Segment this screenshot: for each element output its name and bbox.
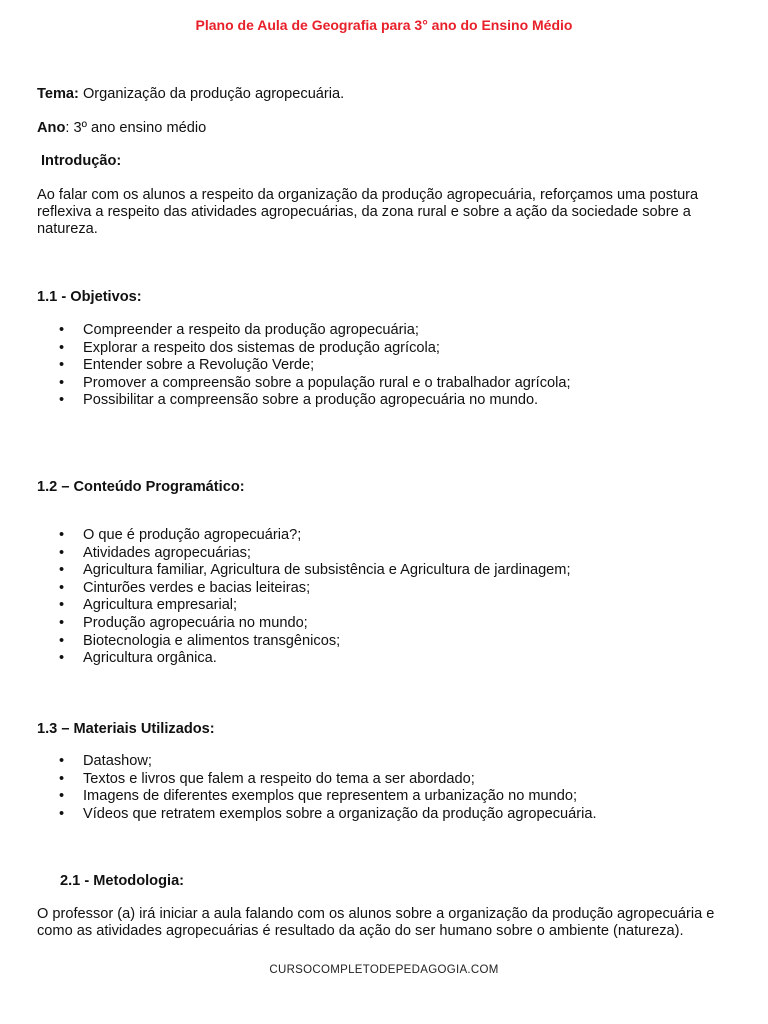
bullet-icon: •	[59, 322, 65, 338]
tema-value: Organização da produção agropecuária.	[78, 86, 345, 102]
list-item	[37, 375, 571, 393]
list-item-text: Agricultura orgânica.	[83, 650, 217, 667]
list-item	[37, 597, 571, 615]
ano-value: : 3º ano ensino médio	[65, 120, 207, 136]
list-item-text: Entender sobre a Revolução Verde;	[83, 357, 315, 374]
list-item	[37, 753, 597, 771]
introducao-heading: Introdução:	[41, 153, 122, 169]
bullet-icon: •	[59, 374, 65, 391]
list-item-text: Datashow;	[83, 753, 152, 769]
conteudo-list	[37, 527, 571, 668]
bullet-icon: •	[59, 614, 65, 631]
list-item-text: Imagens de diferentes exemplos que representem a urbanização no mundo;	[83, 788, 578, 805]
list-item-text: Agricultura familiar, Agricultura de subsistência e Agricultura de jardinagem;	[83, 562, 571, 579]
bullet-icon: •	[59, 805, 65, 822]
bullet-icon: •	[59, 753, 65, 769]
conteudo-heading: 1.2 – Conteúdo Programático:	[37, 479, 245, 495]
tema-label: Tema:	[37, 86, 79, 102]
list-item-text: Textos e livros que falem a respeito do tema a ser abordado;	[83, 770, 475, 787]
list-item	[37, 340, 571, 358]
list-item	[37, 771, 597, 789]
list-item	[37, 806, 597, 824]
objetivos-heading: 1.1 - Objetivos:	[37, 289, 142, 305]
list-item	[37, 650, 571, 668]
list-item-text: Possibilitar a compreensão sobre a produção agropecuária no mundo.	[83, 392, 539, 409]
bullet-icon: •	[59, 632, 65, 649]
list-item-text: Produção agropecuária no mundo;	[83, 614, 308, 631]
ano-label: Ano	[37, 120, 66, 136]
bullet-icon: •	[59, 770, 65, 787]
list-item	[37, 392, 571, 410]
list-item-text: Cinturões verdes e bacias leiteiras;	[83, 579, 311, 596]
list-item	[37, 322, 571, 340]
footer-site: CURSOCOMPLETODEPEDAGOGIA.COM	[269, 964, 499, 976]
objetivos-list	[37, 322, 571, 410]
list-item	[37, 633, 571, 651]
list-item-text: O que é produção agropecuária?;	[83, 527, 302, 543]
list-item-text: Compreender a respeito da produção agropecuária;	[83, 322, 419, 338]
bullet-icon: •	[59, 579, 65, 596]
metodologia-heading: 2.1 - Metodologia:	[60, 873, 185, 889]
list-item	[37, 527, 571, 545]
bullet-icon: •	[59, 597, 65, 614]
metodologia-text: O professor (a) irá iniciar a aula falando com os alunos sobre a organização da produção agropecuária e como as atividades agropecuárias é resultado da ação do ser humano sobre o ambiente (natureza).	[37, 906, 715, 939]
list-item	[37, 562, 571, 580]
list-item	[37, 788, 597, 806]
document-title: Plano de Aula de Geografia para 3° ano do Ensino Médio	[195, 17, 573, 33]
list-item	[37, 615, 571, 633]
ano-line	[37, 120, 206, 137]
list-item-text: Vídeos que retratem exemplos sobre a organização da produção agropecuária.	[83, 805, 597, 822]
bullet-icon: •	[59, 357, 65, 374]
bullet-icon: •	[59, 544, 65, 561]
introducao-text: Ao falar com os alunos a respeito da organização da produção agropecuária, reforçamos uma postura reflexiva a respeito das atividades agropecuárias, da zona rural e sobre a ação da sociedade sobre a natureza.	[37, 187, 699, 237]
list-item	[37, 580, 571, 598]
bullet-icon: •	[59, 562, 65, 579]
list-item-text: Agricultura empresarial;	[83, 597, 238, 614]
list-item	[37, 545, 571, 563]
bullet-icon: •	[59, 339, 65, 356]
list-item-text: Explorar a respeito dos sistemas de produção agrícola;	[83, 339, 440, 356]
list-item	[37, 357, 571, 375]
list-item-text: Promover a compreensão sobre a população rural e o trabalhador agrícola;	[83, 374, 571, 391]
tema-line	[37, 86, 344, 103]
bullet-icon: •	[59, 527, 65, 543]
list-item-text: Biotecnologia e alimentos transgênicos;	[83, 632, 341, 649]
materiais-list	[37, 753, 597, 823]
bullet-icon: •	[59, 392, 65, 409]
bullet-icon: •	[59, 650, 65, 667]
list-item-text: Atividades agropecuárias;	[83, 544, 251, 561]
bullet-icon: •	[59, 788, 65, 805]
materiais-heading: 1.3 – Materiais Utilizados:	[37, 721, 215, 737]
